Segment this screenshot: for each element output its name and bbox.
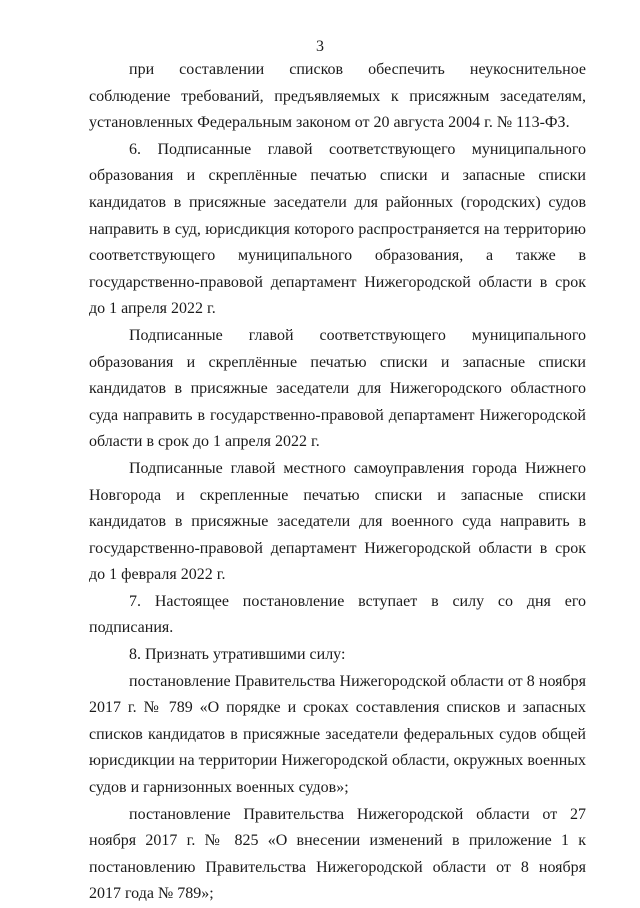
paragraph: постановление Правительства Нижегородской области от 27 ноября 2017 г. № 825 «О внесении изменений в приложение 1 к постановлению Правительства Нижегородской области от 8 ноября 2017 года № 789»; (89, 805, 586, 903)
paragraph: 8. Признать утратившими силу: (129, 646, 346, 664)
paragraph: Подписанные главой местного самоуправления города Нижнего Новгорода и скрепленные печатью списки и запасные списки кандидатов в присяжные заседатели для военного суда направить в государственно-правовой департамент Нижегородской области в срок до 1 февраля 2022 г. (89, 459, 586, 584)
paragraph: 6. Подписанные главой соответствующего муниципального образования и скреплённые печатью списки и запасные списки кандидатов в присяжные заседатели для районных (городских) судов направить в суд, юрисдикция которого распространяется на территорию соответствующего муниципального образования, а также в государственно-правовой департамент Нижегородской области в срок до 1 апреля 2022 г. (89, 140, 586, 318)
paragraph: постановление Правительства Нижегородской области от 8 ноября 2017 г. № 789 «О порядке и сроках составления списков и запасных списков кандидатов в присяжные заседатели федеральных судов общей юрисдикции на территории Нижегородской области, окружных военных судов и гарнизонных военных судов»; (89, 672, 586, 797)
paragraph: Подписанные главой соответствующего муниципального образования и скреплённые печатью списки и запасные списки кандидатов в присяжные заседатели для Нижегородского областного суда направить в государственно-правовой департамент Нижегородской области в срок до 1 апреля 2022 г. (89, 326, 586, 451)
paragraph: при составлении списков обеспечить неукоснительное соблюдение требований, предъявляемых к присяжным заседателям, установленных Федеральным законом от 20 августа 2004 г. № 113-ФЗ. (89, 61, 586, 132)
document-body (89, 57, 586, 908)
page-number: 3 (316, 38, 324, 55)
paragraph: 7. Настоящее постановление вступает в силу со дня его подписания. (89, 592, 586, 637)
